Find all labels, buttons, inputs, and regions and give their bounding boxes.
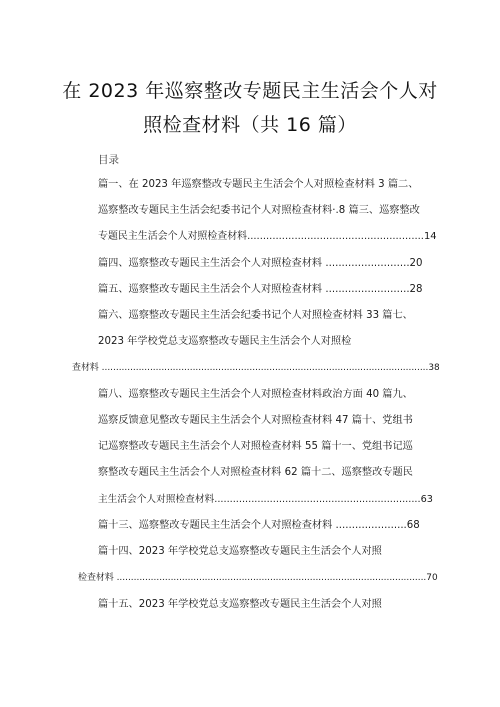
toc-heading: 目录 <box>98 154 119 166</box>
toc-line: 篇四、巡察整改专题民主生活会个人对照检查材料 ..........................20 <box>98 258 423 269</box>
document-title-line-1: 在 2023 年巡察整改专题民主生活会个人对 <box>62 80 438 102</box>
toc-line: 巡察整改专题民主生活会纪委书记个人对照检查材料·.8 篇三、巡察整改 <box>98 205 420 216</box>
toc-line: 主生活会个人对照检查材料...................................................................63 <box>98 494 433 505</box>
toc-line: 篇一、在 2023 年巡察整改专题民主生活会个人对照检查材料 3 篇二、 <box>98 179 419 190</box>
toc-line: 检查材料 .............................................................................................................70 <box>78 573 438 583</box>
toc-line: 篇五、巡察整改专题民主生活会个人对照检查材料 ..........................28 <box>98 284 423 295</box>
toc-line: 巡察反馈意见整改专题民主生活会个人对照检查材料 47 篇十、党组书 <box>98 415 413 426</box>
toc-line: 专题民主生活会个人对照检查材料........................................................14 <box>98 231 437 242</box>
toc-line: 2023 年学校党总支巡察整改专题民主生活会个人对照检 <box>98 336 352 347</box>
document-title-line-2: 照检查材料（共 16 篇） <box>143 114 357 136</box>
toc-line: 篇十四、2023 年学校党总支巡察整改专题民主生活会个人对照 <box>98 546 382 557</box>
toc-line: 篇六、巡察整改专题民主生活会纪委书记个人对照检查材料 33 篇七、 <box>98 310 413 321</box>
toc-line: 篇十三、巡察整改专题民主生活会个人对照检查材料 ......................68 <box>98 520 420 531</box>
toc-line: 记巡察整改专题民主生活会个人对照检查材料 55 篇十一、党组书记巡 <box>98 441 413 452</box>
toc-line: 篇十五、2023 年学校党总支巡察整改专题民主生活会个人对照 <box>98 599 382 610</box>
toc-line: 查材料 ...................................................................................................................38 <box>72 363 440 373</box>
toc-line: 察整改专题民主生活会个人对照检查材料 62 篇十二、巡察整改专题民 <box>98 467 413 478</box>
toc-line: 篇八、巡察整改专题民主生活会个人对照检查材料政治方面 40 篇九、 <box>98 389 413 400</box>
